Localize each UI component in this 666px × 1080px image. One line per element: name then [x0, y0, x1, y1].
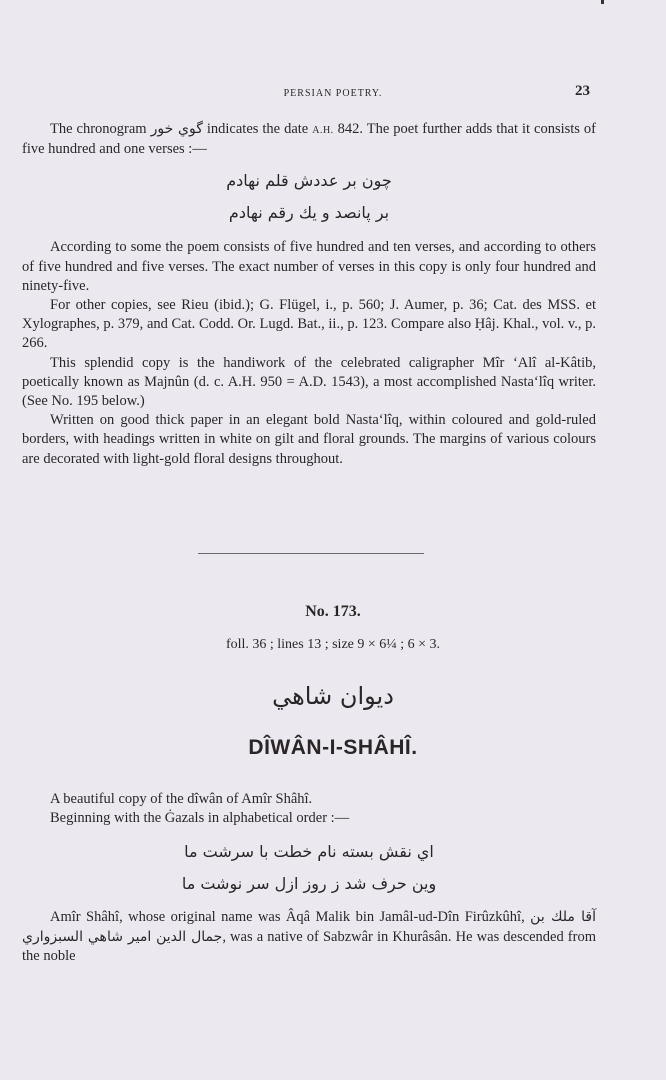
paragraph-other-copies: For other copies, see Rieu (ibid.); G. Flügel, i., p. 560; J. Aumer, p. 36; Cat. des MSS. et Xylographes, p. 379, and Cat. Codd. Or. Lugd. Bat., ii., p. 123. Compare also Ḥâj. Khal., vol. v., p. 266.: [22, 297, 596, 352]
chronogram-paragraph: [22, 120, 596, 159]
verse-1-line-2: بر پانصد و يك رقم نهادم: [228, 203, 390, 223]
final-pre: Amîr Shâhî, whose original name was Âqâ Malik bin Jamâl-ud-Dîn Firûzkûhî,: [50, 909, 525, 926]
lower-text-block: [22, 790, 596, 966]
paragraph-description: Written on good thick paper in an elegant bold Nasta‘lîq, within coloured and gold-ruled borders, with headings written in white on gilt and floral grounds. The margins of various colours are decorated with light-gold floral designs throughout.: [22, 412, 596, 467]
chronogram-ah: A.H.: [312, 125, 334, 136]
paragraph-caligrapher: This splendid copy is the handiwork of the celebrated caligrapher Mîr ‘Alî al-Kâtib, poetically known as Majnûn (d. c. A.H. 950 = A.D. 1543), a most accomplished Nasta‘lîq writer. (See No. 195 below.): [22, 354, 596, 410]
chronogram-pre: The chronogram: [50, 121, 147, 137]
paragraph-verse-count: According to some the poem consists of five hundred and ten verses, and according to others of five hundred and five verses. The exact number of verses in this copy is only four hundred and ninety-five.: [22, 239, 596, 294]
chronogram-word: گوي خور: [150, 121, 203, 137]
running-head: PERSIAN POETRY.: [283, 88, 383, 99]
entry-collation: foll. 36 ; lines 13 ; size 9 × 6¼ ; 6 × 3.: [225, 637, 441, 652]
verse-block-2: [22, 836, 596, 900]
verse-block-1: [22, 165, 596, 229]
page-number: 23: [575, 83, 590, 99]
final-paragraph: [22, 908, 596, 966]
entry-title-latin: DÎWÂN-I-SHÂHÎ.: [248, 736, 418, 759]
section-divider: [198, 553, 424, 554]
desc-line-1: A beautiful copy of the dîwân of Amîr Shâhî.: [50, 791, 313, 807]
verse-2-line-2: وين حرف شد ز روز ازل سر نوشت ما: [181, 874, 437, 894]
verse-1-line-1: چون بر عددش قلم نهادم: [226, 171, 392, 191]
entry-title-arabic: ديوان شاهي: [272, 682, 394, 710]
chronogram-post2: 842. The poet further adds that it consists of five hundred and one verses :—: [22, 121, 596, 158]
page-mark: [601, 0, 604, 4]
desc-line-2: Beginning with the Ġazals in alphabetical order :—: [50, 810, 350, 827]
upper-text-block: [22, 120, 596, 469]
entry-number: No. 173.: [305, 603, 361, 620]
final-post: , was a native of Sabzwâr in Khurâsân. He was descended from the noble: [22, 928, 596, 964]
final-arabic: آقا ملك بن جمال الدين امير شاهي السبزواري: [22, 909, 596, 945]
chronogram-post1: indicates the date: [206, 121, 309, 137]
verse-2-line-1: اي نقش بسته نام خطت با سرشت ما: [184, 842, 434, 862]
